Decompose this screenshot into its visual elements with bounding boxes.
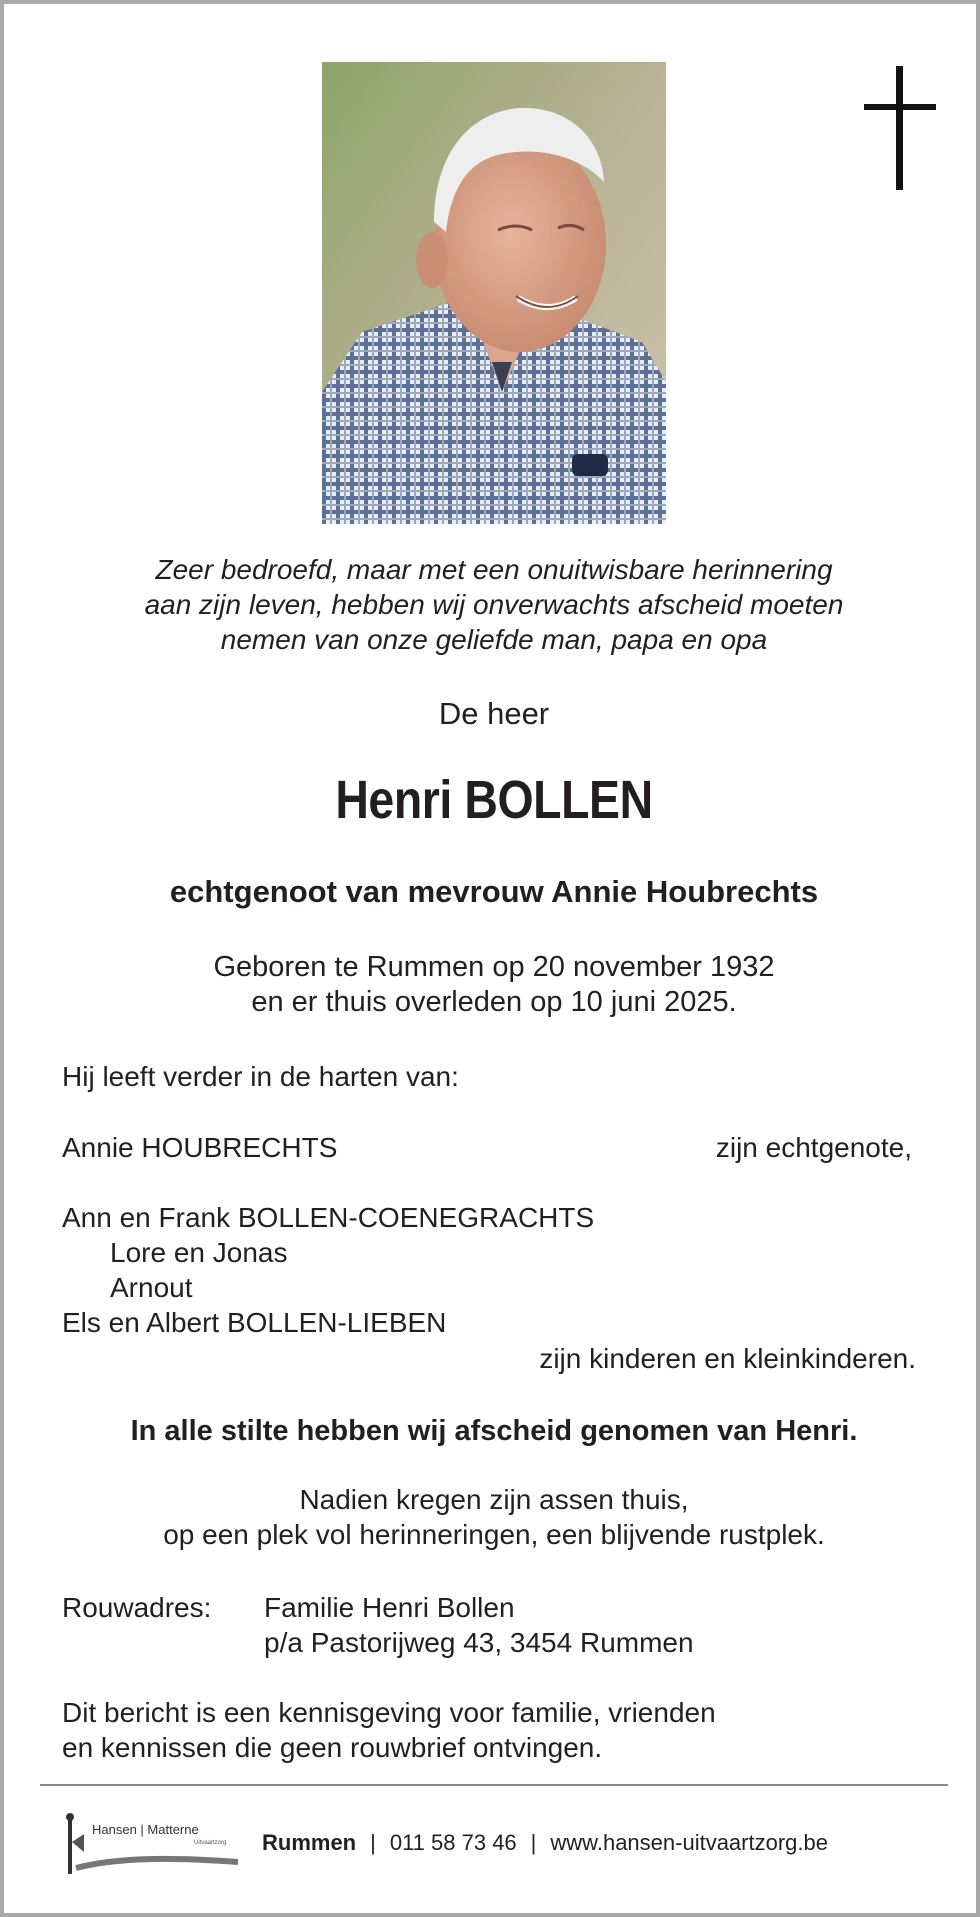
intro-line: aan zijn leven, hebben wij onverwachts afscheid moeten — [144, 589, 844, 620]
ashes-line: Nadien kregen zijn assen thuis, — [299, 1484, 689, 1515]
footer-location: Rummen — [262, 1830, 357, 1855]
cross-icon — [864, 66, 936, 190]
logo-subtext: Uitvaartzorg — [194, 1840, 227, 1846]
child-name: Els en Albert BOLLEN-LIEBEN — [62, 1307, 447, 1338]
born-line: Geboren te Rummen op 20 november 1932 — [213, 951, 775, 983]
deceased-name: Henri BOLLEN — [335, 770, 653, 830]
honorific: De heer — [438, 696, 550, 731]
portrait-photo — [322, 62, 666, 524]
intro-line: Zeer bedroefd, maar met een onuitwisbare herinnering — [155, 554, 833, 585]
footer-separator: | — [530, 1830, 537, 1855]
farewell-statement: In alle stilte hebben wij afscheid genomen van Henri. — [130, 1415, 858, 1447]
footer-divider — [40, 1784, 948, 1786]
ashes-line: op een plek vol herinneringen, een blijvende rustplek. — [163, 1519, 825, 1550]
intro-line: nemen van onze geliefde man, papa en opa — [220, 624, 768, 655]
notice-line: Dit bericht is een kennisgeving voor familie, vrienden — [62, 1697, 716, 1728]
ashes-text — [4, 1482, 980, 1552]
notice-line: en kennissen die geen rouwbrief ontvingen. — [62, 1732, 603, 1763]
birth-death-text — [4, 950, 980, 1020]
family-intro: Hij leeft verder in de harten van: — [62, 1061, 459, 1092]
footer-phone[interactable]: 011 58 73 46 — [389, 1830, 517, 1855]
died-line: en er thuis overleden op 10 juni 2025. — [251, 986, 737, 1018]
footer-website-link[interactable]: www.hansen-uitvaartzorg.be — [550, 1830, 828, 1855]
address-line: p/a Pastorijweg 43, 3454 Rummen — [264, 1627, 694, 1658]
spouse-name: Annie HOUBRECHTS — [62, 1132, 338, 1163]
children-role: zijn kinderen en kleinkinderen. — [539, 1343, 916, 1374]
address-label: Rouwadres: — [62, 1592, 212, 1623]
grandchild-name: Arnout — [110, 1272, 193, 1303]
grandchild-name: Lore en Jonas — [110, 1237, 288, 1268]
child-name: Ann en Frank BOLLEN-COENEGRACHTS — [62, 1202, 595, 1233]
spouse-role: zijn echtgenote, — [715, 1132, 912, 1163]
address-line: Familie Henri Bollen — [264, 1592, 515, 1623]
intro-text — [4, 552, 980, 657]
footer-separator: | — [370, 1830, 376, 1855]
logo-text: Hansen | Matterne — [92, 1822, 199, 1837]
spouse-line: echtgenoot van mevrouw Annie Houbrechts — [169, 874, 819, 909]
funeral-home-logo — [62, 1812, 240, 1880]
footer-contact — [262, 1828, 828, 1858]
